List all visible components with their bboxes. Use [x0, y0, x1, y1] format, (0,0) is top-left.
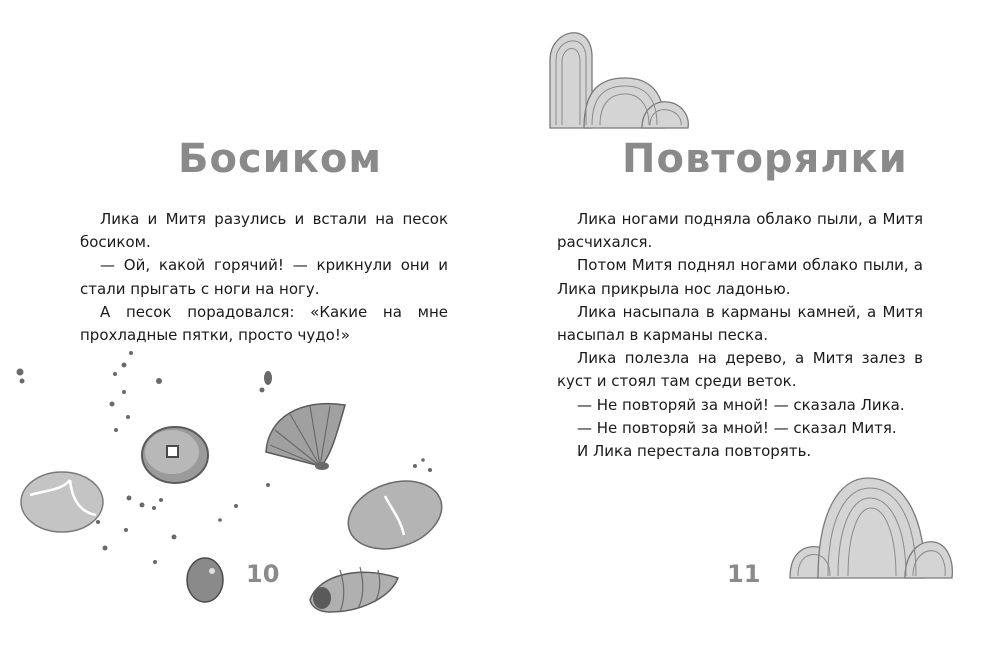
story-title-left: Босиком — [178, 136, 383, 182]
paragraph: И Лика перестала повторять. — [577, 442, 812, 461]
page-number-left: 10 — [246, 560, 280, 588]
paragraph: — Не повторяй за мной! — сказала Лика. — [577, 395, 905, 414]
paragraph: А песок порадовался: «Какие на мне прохладные пятки, просто чудо!» — [80, 302, 448, 345]
paragraph: — Ой, какой горячий! — крикнули они и стали прыгать с ноги на ногу. — [80, 256, 448, 298]
paragraph: Лика полезла на дерево, а Митя залез в куст и стоял там среди веток. — [557, 349, 923, 391]
right-page — [500, 0, 1000, 647]
story-text-right — [557, 208, 923, 463]
paragraph: Потом Митя поднял ногами облако пыли, а Лика прикрыла нос ладонью. — [557, 256, 923, 298]
paragraph: Лика насыпала в карманы камней, а Митя насыпал в карманы песка. — [557, 302, 923, 345]
paragraph: — Не повторяй за мной! — сказал Митя. — [577, 418, 897, 437]
page-number-right: 11 — [727, 560, 761, 588]
paragraph: Лика ногами подняла облако пыли, а Митя расчихался. — [557, 210, 923, 252]
paragraph: Лика и Митя разулись и встали на песок босиком. — [80, 210, 448, 252]
story-title-right: Повторялки — [622, 136, 908, 182]
